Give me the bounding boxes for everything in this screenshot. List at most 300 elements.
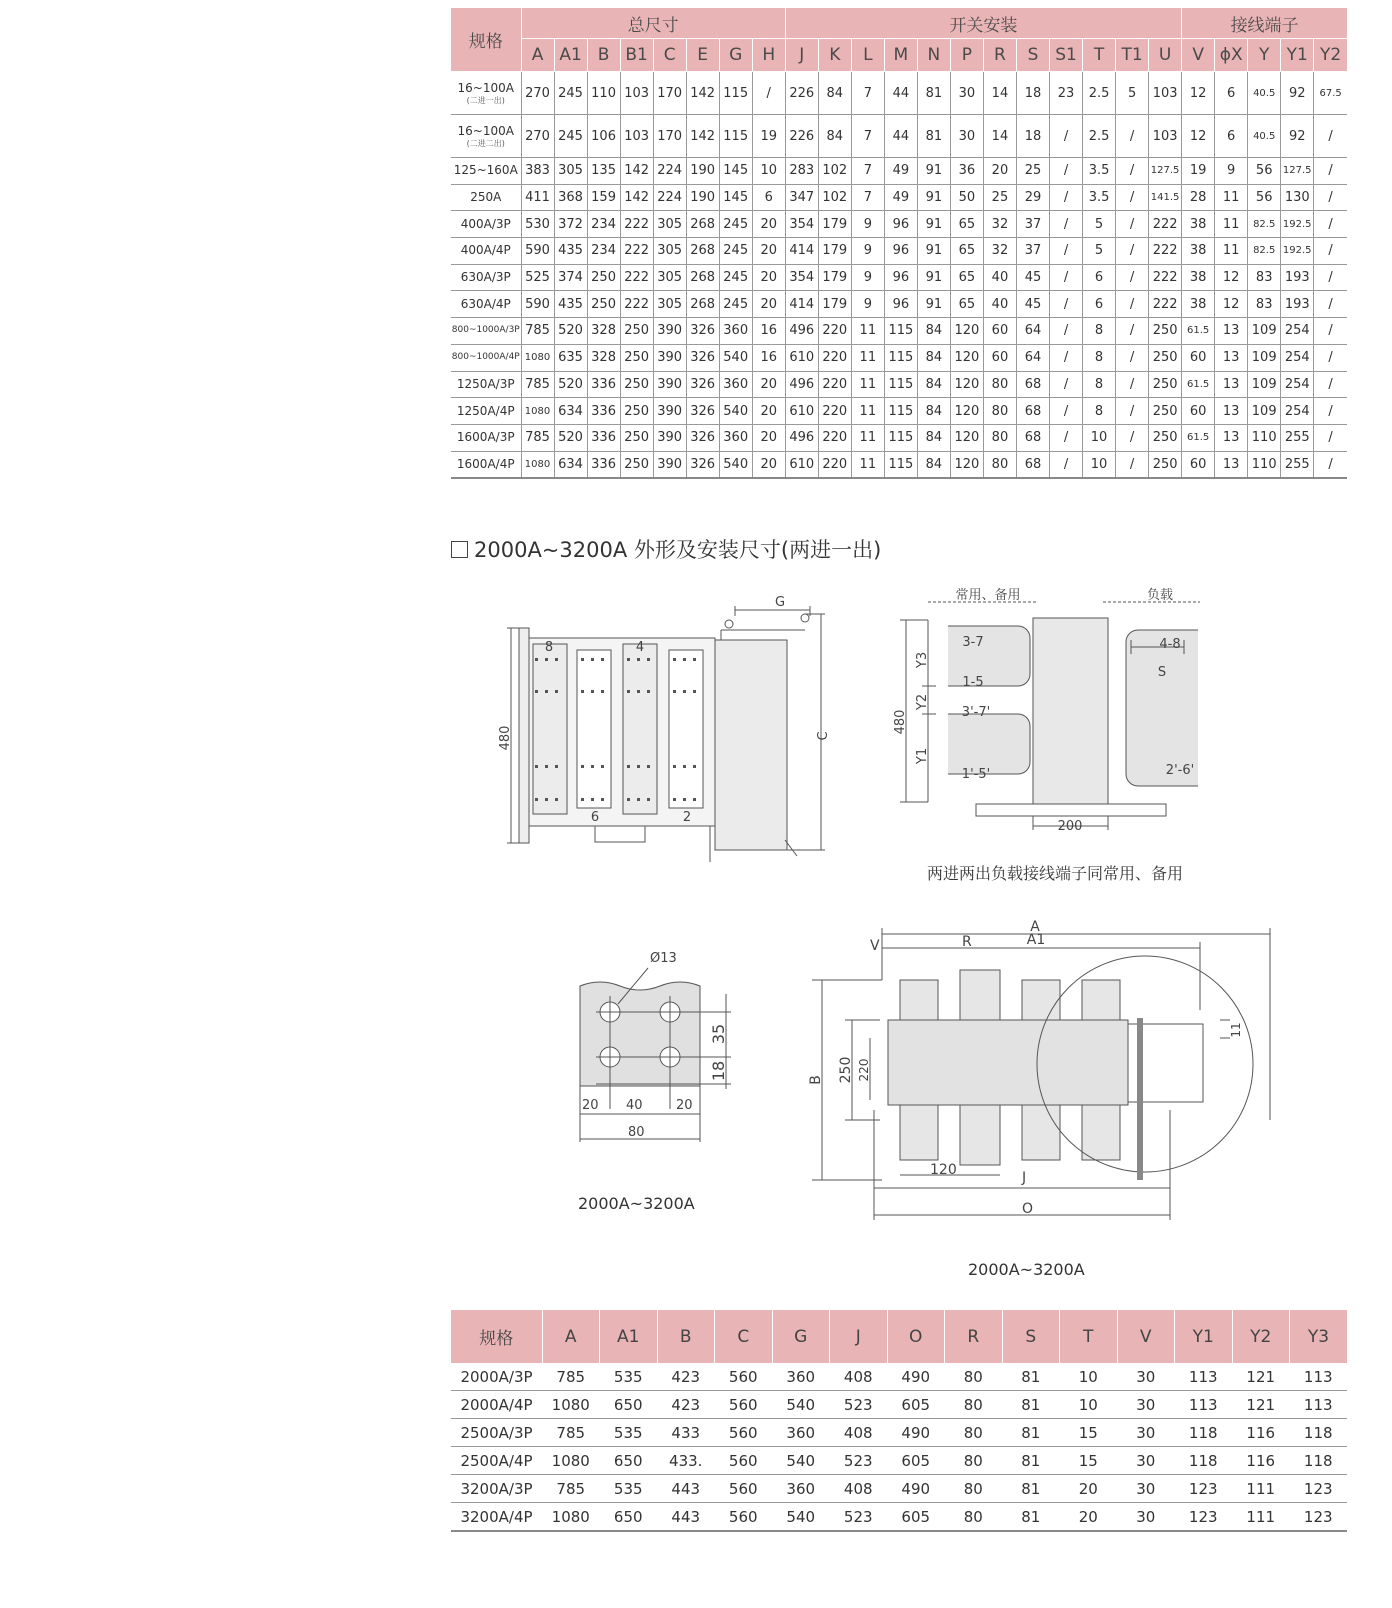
table-cell: 336	[587, 371, 620, 398]
column-header: Y1	[1175, 1310, 1233, 1363]
table-cell: 9	[851, 211, 884, 238]
table-cell: 245	[554, 115, 587, 158]
table-cell: /	[1116, 291, 1149, 318]
table-cell: 14	[983, 115, 1016, 158]
spec-label: 630A/3P	[460, 270, 511, 285]
top-dim-120: 120	[930, 1162, 957, 1178]
table-cell: 5	[1083, 211, 1116, 238]
table-row	[451, 1475, 1347, 1503]
column-header: H	[752, 39, 785, 72]
table-cell: 326	[686, 318, 719, 345]
table-header-row	[451, 1310, 1347, 1363]
table-cell: 8	[1083, 318, 1116, 345]
table-cell: 785	[542, 1363, 600, 1391]
table-cell: 84	[917, 398, 950, 425]
table-cell: 81	[1002, 1503, 1060, 1532]
table-cell: 25	[1016, 158, 1049, 185]
spec-label: 400A/3P	[460, 216, 511, 231]
table-cell: 423	[657, 1391, 715, 1419]
table-cell: 11	[851, 398, 884, 425]
table-cell: 23	[1050, 72, 1083, 115]
table-cell: 115	[884, 344, 917, 371]
table-cell: 268	[686, 264, 719, 291]
terminal-2p-6p: 2'-6'	[1165, 763, 1195, 778]
table-cell: 326	[686, 398, 719, 425]
table-cell: 141.5	[1149, 184, 1182, 211]
table-cell: 540	[772, 1447, 830, 1475]
table-cell: 40.5	[1248, 72, 1281, 115]
top-dim-o: O	[1022, 1201, 1034, 1217]
table-cell: 110	[1248, 424, 1281, 451]
table-cell: 535	[600, 1363, 658, 1391]
table-cell: 520	[554, 424, 587, 451]
column-header: A1	[554, 39, 587, 72]
table-row	[451, 115, 1347, 158]
table-cell: 65	[950, 211, 983, 238]
table-cell: /	[1314, 291, 1347, 318]
table-cell: 222	[620, 291, 653, 318]
table-cell: 535	[600, 1475, 658, 1503]
column-header: S	[1016, 39, 1049, 72]
table-cell: 560	[715, 1391, 773, 1419]
table-cell: 785	[542, 1419, 600, 1447]
table-cell: 190	[686, 184, 719, 211]
table-cell: 496	[785, 318, 818, 345]
table-cell: 250	[1149, 398, 1182, 425]
table-cell: 523	[830, 1503, 888, 1532]
table-cell: 20	[752, 424, 785, 451]
table-cell: /	[1050, 211, 1083, 238]
table-cell: 80	[945, 1419, 1003, 1447]
table-cell: 81	[1002, 1363, 1060, 1391]
spec-cell: 2000A/4P	[451, 1391, 542, 1419]
spec-cell: 2000A/3P	[451, 1363, 542, 1391]
table-cell: 102	[818, 158, 851, 185]
table-cell: 435	[554, 291, 587, 318]
table-cell: 390	[653, 371, 686, 398]
table-cell: 268	[686, 291, 719, 318]
table-cell: 120	[950, 344, 983, 371]
table-cell: 1080	[542, 1447, 600, 1475]
table-cell: 120	[950, 318, 983, 345]
table-cell: 45	[1016, 264, 1049, 291]
top-view-diagram	[800, 920, 1280, 1240]
table-cell: /	[1314, 424, 1347, 451]
table-cell: 245	[719, 238, 752, 265]
table-cell: 92	[1281, 72, 1314, 115]
table-cell: 25	[983, 184, 1016, 211]
table-cell: 372	[554, 211, 587, 238]
table-group-header: 规格	[451, 8, 521, 72]
table-cell: 540	[719, 451, 752, 478]
table-cell: 254	[1281, 344, 1314, 371]
table-cell: 121	[1232, 1391, 1290, 1419]
table-cell: /	[1314, 344, 1347, 371]
table-cell: /	[1050, 318, 1083, 345]
column-header: A1	[600, 1310, 658, 1363]
table-cell: 9	[1215, 158, 1248, 185]
table-cell: 222	[620, 238, 653, 265]
table-cell: 540	[719, 398, 752, 425]
table-cell: 44	[884, 72, 917, 115]
table-cell: 13	[1215, 451, 1248, 478]
table-cell: 226	[785, 72, 818, 115]
table-cell: 91	[917, 264, 950, 291]
table-cell: 30	[1117, 1419, 1175, 1447]
table-cell: 785	[521, 318, 554, 345]
spec-label: 1250A/4P	[456, 403, 515, 418]
table-cell: /	[1050, 451, 1083, 478]
table-cell: 116	[1232, 1447, 1290, 1475]
table-cell: 80	[945, 1475, 1003, 1503]
table-cell: 20	[1060, 1503, 1118, 1532]
table-cell: /	[1116, 264, 1149, 291]
column-header: C	[653, 39, 686, 72]
checkbox-square-icon	[451, 541, 468, 558]
table-cell: 496	[785, 424, 818, 451]
table-cell: 60	[983, 344, 1016, 371]
table-sub-header-row	[451, 39, 1347, 72]
column-header: G	[719, 39, 752, 72]
table-cell: 1080	[542, 1391, 600, 1419]
terminal-dim-200: 200	[1057, 819, 1083, 834]
side-dim-g: G	[775, 595, 786, 610]
spec-cell	[451, 211, 521, 238]
table-cell: 30	[1117, 1475, 1175, 1503]
table-cell: 120	[950, 451, 983, 478]
table-cell: 3.5	[1083, 184, 1116, 211]
table-cell: 222	[620, 264, 653, 291]
table-cell: 80	[945, 1503, 1003, 1532]
hole-dim-20-right: 20	[676, 1098, 693, 1113]
table-cell: 234	[587, 238, 620, 265]
spec-label: 16~100A	[457, 81, 514, 95]
table-cell: 3.5	[1083, 158, 1116, 185]
table-cell: 6	[1215, 115, 1248, 158]
table-cell: 11	[1215, 211, 1248, 238]
table-cell: 328	[587, 344, 620, 371]
table-cell: 6	[1083, 291, 1116, 318]
table-cell: 785	[521, 371, 554, 398]
spec-cell	[451, 264, 521, 291]
table-cell: 390	[653, 424, 686, 451]
table-cell: 142	[620, 184, 653, 211]
table-cell: 785	[542, 1475, 600, 1503]
table-cell: 411	[521, 184, 554, 211]
table-cell: /	[1050, 371, 1083, 398]
table-cell: 109	[1248, 398, 1281, 425]
table-cell: 81	[1002, 1419, 1060, 1447]
column-header: B1	[620, 39, 653, 72]
section-title	[451, 534, 881, 564]
table-cell: 560	[715, 1475, 773, 1503]
column-header: B	[587, 39, 620, 72]
table-cell: 115	[719, 72, 752, 115]
table-cell: 127.5	[1281, 158, 1314, 185]
table-cell: /	[1050, 184, 1083, 211]
table-cell: 12	[1182, 72, 1215, 115]
table-row	[451, 371, 1347, 398]
table-cell: 49	[884, 158, 917, 185]
table-cell: 19	[1182, 158, 1215, 185]
table-cell: 360	[719, 424, 752, 451]
table-cell: 610	[785, 344, 818, 371]
spec-cell	[451, 72, 521, 115]
table-cell: 170	[653, 72, 686, 115]
spec-label: 16~100A	[457, 124, 514, 138]
table-cell: 222	[1149, 291, 1182, 318]
label-load: 负载	[1146, 588, 1174, 603]
table-cell: 336	[587, 451, 620, 478]
table-cell: 10	[1060, 1363, 1118, 1391]
table-body	[451, 72, 1347, 478]
table-cell: 115	[884, 318, 917, 345]
table-group-header: 总尺寸	[521, 8, 785, 39]
table-cell: 443	[657, 1475, 715, 1503]
table-cell: 91	[917, 184, 950, 211]
table-cell: 115	[884, 398, 917, 425]
table-cell: 10	[1083, 451, 1116, 478]
spec-label: 125~160A	[453, 163, 518, 178]
table-cell: 610	[785, 398, 818, 425]
table-cell: 8	[1083, 398, 1116, 425]
table-cell: /	[1116, 424, 1149, 451]
table-cell: 20	[752, 398, 785, 425]
table-cell: 11	[1215, 238, 1248, 265]
table-cell: /	[1116, 158, 1149, 185]
table-row	[451, 398, 1347, 425]
table-cell: 414	[785, 238, 818, 265]
table-cell: 433.	[657, 1447, 715, 1475]
table-cell: 64	[1016, 344, 1049, 371]
table-cell: 20	[752, 451, 785, 478]
table-cell: 30	[1117, 1391, 1175, 1419]
hole-dim-18: 18	[709, 1060, 728, 1082]
table-cell: 179	[818, 264, 851, 291]
table-cell: 13	[1215, 424, 1248, 451]
table-cell: 222	[1149, 264, 1182, 291]
table-cell: 496	[785, 371, 818, 398]
table-cell: 30	[950, 72, 983, 115]
terminal-dim-y3: Y3	[915, 651, 930, 669]
table-cell: 49	[884, 184, 917, 211]
terminal-dim-s: S	[1157, 665, 1167, 680]
table-cell: 9	[851, 264, 884, 291]
spec-label: 400A/4P	[460, 243, 511, 258]
table-cell: 61.5	[1182, 371, 1215, 398]
table-cell: /	[1116, 398, 1149, 425]
table-cell: 590	[521, 238, 554, 265]
table-cell: 64	[1016, 318, 1049, 345]
table-cell: 115	[884, 451, 917, 478]
table-cell: /	[1050, 158, 1083, 185]
table-cell: 224	[653, 158, 686, 185]
table-cell: 490	[887, 1419, 945, 1447]
terminal-1p-5p: 1'-5'	[961, 767, 991, 782]
table-cell: 103	[1149, 72, 1182, 115]
table-cell: 102	[818, 184, 851, 211]
table-row	[451, 1391, 1347, 1419]
table-cell: 60	[1182, 451, 1215, 478]
table-cell: 374	[554, 264, 587, 291]
table-cell: 30	[1117, 1447, 1175, 1475]
column-header: R	[983, 39, 1016, 72]
terminal-diagram	[888, 582, 1218, 852]
table-cell: 305	[653, 211, 686, 238]
table-cell: 82.5	[1248, 238, 1281, 265]
table-cell: 250	[620, 424, 653, 451]
table-cell: 490	[887, 1475, 945, 1503]
table-cell: 255	[1281, 451, 1314, 478]
table-cell: 254	[1281, 371, 1314, 398]
table-cell: 443	[657, 1503, 715, 1532]
dimension-table-main	[451, 8, 1347, 479]
table-cell: 560	[715, 1447, 773, 1475]
table-cell: 159	[587, 184, 620, 211]
table-cell: 81	[1002, 1447, 1060, 1475]
table-cell: 37	[1016, 238, 1049, 265]
table-cell: 250	[620, 451, 653, 478]
table-cell: 535	[600, 1419, 658, 1447]
column-header: K	[818, 39, 851, 72]
terminal-dim-y2: Y2	[915, 693, 930, 711]
table-cell: 7	[851, 115, 884, 158]
spec-cell	[451, 318, 521, 345]
table-cell: 84	[917, 371, 950, 398]
table-cell: 40.5	[1248, 115, 1281, 158]
table-cell: 8	[1083, 371, 1116, 398]
table-cell: /	[1116, 344, 1149, 371]
table-row	[451, 1503, 1347, 1532]
table-cell: 118	[1290, 1419, 1348, 1447]
table-cell: 220	[818, 424, 851, 451]
table-cell: 305	[653, 264, 686, 291]
table-cell: 96	[884, 264, 917, 291]
top-dim-11: 11	[1229, 1022, 1243, 1038]
spec-label: 250A	[470, 190, 502, 205]
table-cell: 250	[620, 398, 653, 425]
table-cell: 560	[715, 1503, 773, 1532]
table-cell: 111	[1232, 1503, 1290, 1532]
table-cell: 2.5	[1083, 115, 1116, 158]
table-cell: /	[1314, 115, 1347, 158]
table-cell: 142	[686, 115, 719, 158]
table-body	[451, 1363, 1347, 1531]
table-cell: 60	[1182, 398, 1215, 425]
table-row	[451, 238, 1347, 265]
table-cell: 123	[1290, 1503, 1348, 1532]
table-cell: /	[1314, 451, 1347, 478]
table-cell: 80	[983, 451, 1016, 478]
table-cell: 65	[950, 264, 983, 291]
top-dim-a: A	[1030, 919, 1040, 935]
spec-cell	[451, 398, 521, 425]
table-cell: 1080	[521, 344, 554, 371]
table-cell: 113	[1175, 1391, 1233, 1419]
table-cell: 408	[830, 1475, 888, 1503]
table-row	[451, 1363, 1347, 1391]
table-cell: 268	[686, 238, 719, 265]
table-cell: 8	[1083, 344, 1116, 371]
table-cell: 83	[1248, 291, 1281, 318]
column-header: V	[1117, 1310, 1175, 1363]
dimension-table-2000-3200	[451, 1310, 1347, 1532]
table-cell: 145	[719, 184, 752, 211]
table-cell: 347	[785, 184, 818, 211]
table-cell: 254	[1281, 318, 1314, 345]
table-cell: 283	[785, 158, 818, 185]
top-caption: 2000A~3200A	[968, 1260, 1085, 1279]
table-cell: 520	[554, 371, 587, 398]
table-cell: 224	[653, 184, 686, 211]
spec-cell: 2500A/4P	[451, 1447, 542, 1475]
spec-label: 1600A/4P	[456, 456, 515, 471]
table-cell: 1080	[521, 398, 554, 425]
table-cell: 84	[917, 318, 950, 345]
table-cell: 61.5	[1182, 424, 1215, 451]
table-cell: 111	[1232, 1475, 1290, 1503]
table-cell: 118	[1290, 1447, 1348, 1475]
table-cell: 423	[657, 1363, 715, 1391]
table-cell: 120	[950, 398, 983, 425]
column-header: U	[1149, 39, 1182, 72]
table-cell: 115	[884, 424, 917, 451]
column-header: E	[686, 39, 719, 72]
table-cell: /	[1314, 318, 1347, 345]
table-cell: 50	[950, 184, 983, 211]
table-cell: 270	[521, 72, 554, 115]
table-cell: 68	[1016, 398, 1049, 425]
table-cell: /	[1050, 264, 1083, 291]
table-cell: 84	[818, 115, 851, 158]
table-cell: 11	[851, 318, 884, 345]
table-cell: 254	[1281, 398, 1314, 425]
table-group-header: 接线端子	[1182, 8, 1347, 39]
column-header: N	[917, 39, 950, 72]
table-cell: 20	[752, 291, 785, 318]
table-cell: 96	[884, 291, 917, 318]
table-cell: 435	[554, 238, 587, 265]
table-row	[451, 264, 1347, 291]
side-label-8: 8	[544, 640, 554, 655]
spec-note: (二进一出)	[466, 96, 505, 105]
table-cell: 115	[884, 371, 917, 398]
terminal-1-5: 1-5	[962, 675, 984, 690]
label-normal-standby: 常用、备用	[955, 588, 1021, 603]
top-dim-r: R	[962, 934, 972, 950]
column-header: Y1	[1281, 39, 1314, 72]
column-header: A	[521, 39, 554, 72]
table-cell: 84	[818, 72, 851, 115]
table-cell: 84	[917, 451, 950, 478]
table-cell: 390	[653, 451, 686, 478]
hole-dim-40: 40	[626, 1098, 643, 1113]
table-cell: 18	[1016, 115, 1049, 158]
column-header: Y	[1248, 39, 1281, 72]
table-row	[451, 451, 1347, 478]
table-cell: 103	[1149, 115, 1182, 158]
table-cell: 142	[686, 72, 719, 115]
table-cell: 7	[851, 158, 884, 185]
terminal-4-8: 4-8	[1159, 637, 1181, 652]
spec-cell	[451, 184, 521, 211]
table-cell: /	[1050, 115, 1083, 158]
table-cell: 390	[653, 344, 686, 371]
table-cell: 605	[887, 1447, 945, 1475]
spec-cell: 3200A/4P	[451, 1503, 542, 1532]
terminal-3-7: 3-7	[962, 635, 984, 650]
table-cell: 192.5	[1281, 238, 1314, 265]
